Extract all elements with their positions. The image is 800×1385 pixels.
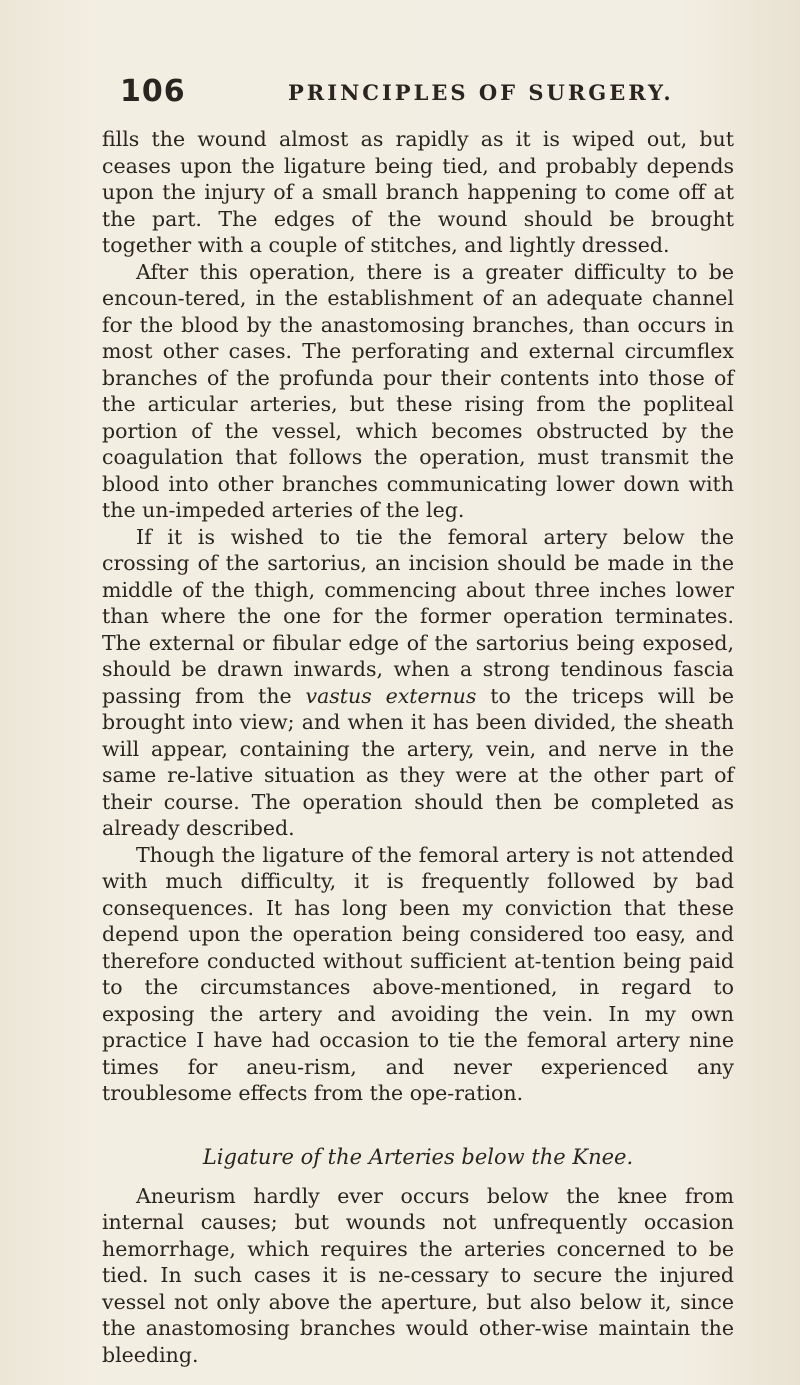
page-header bbox=[120, 72, 680, 112]
paragraph-4: Though the ligature of the femoral artery is not attended with much difficulty, it is frequently followed by bad consequences. It has long been my conviction that these depend upon the operation being considered too easy, and therefore conducted without sufficient at-tention being paid to the circumstances above-mentioned, in regard to exposing the artery and avoiding the vein. In my own practice I have had occasion to tie the femoral artery nine times for aneu-rism, and never experienced any troublesome effects from the ope-ration. bbox=[102, 842, 734, 1105]
section-heading: Ligature of the Arteries below the Knee. bbox=[202, 1144, 634, 1169]
paragraph-5: Aneurism hardly ever occurs below the knee from internal causes; but wounds not unfrequently occasion hemorrhage, which requires the arteries concerned to be tied. In such cases it is ne-cessary to secure the injured vessel not only above the aperture, but also below it, since the anastomosing branches would other-wise maintain the bleeding. bbox=[102, 1183, 734, 1367]
paragraph-2: After this operation, there is a greater difficulty to be encoun-tered, in the establishment of an adequate channel for the blood by the anastomosing branches, than occurs in most other cases. The perforating and external circumflex branches of the profunda pour their contents into those of the articular arteries, but these rising from the popliteal portion of the vessel, which becomes obstructed by the coagulation that follows the operation, must transmit the blood into other branches communicating lower down with the un-impeded arteries of the leg. bbox=[102, 259, 734, 522]
paragraph-3 bbox=[102, 524, 734, 842]
paragraph-3-italic-term: vastus externus bbox=[305, 683, 477, 708]
page-number: 106 bbox=[120, 74, 186, 109]
running-title: PRINCIPLES OF SURGERY. bbox=[288, 80, 674, 105]
paragraph-3-part-1: If it is wished to tie the femoral artery below the crossing of the sartorius, an incision should be made in the middle of the thigh, commencing about three inches lower than where the one for the former operation terminates. The external or fibular edge of the sartorius being exposed, should be drawn inwards, when a strong tendinous fascia passing from the bbox=[102, 524, 734, 708]
paragraph-1: fills the wound almost as rapidly as it is wiped out, but ceases upon the ligature being tied, and probably depends upon the injury of a small branch happening to come off at the part. The edges of the wound should be brought together with a couple of stitches, and lightly dressed. bbox=[102, 127, 734, 257]
paragraph-3-part-2: to the triceps will be brought into view; and when it has been divided, the sheath will appear, containing the artery, vein, and nerve in the same re-lative situation as they were at the other part of their course. The operation should then be completed as already described. bbox=[102, 683, 734, 840]
body-text bbox=[102, 126, 734, 1368]
